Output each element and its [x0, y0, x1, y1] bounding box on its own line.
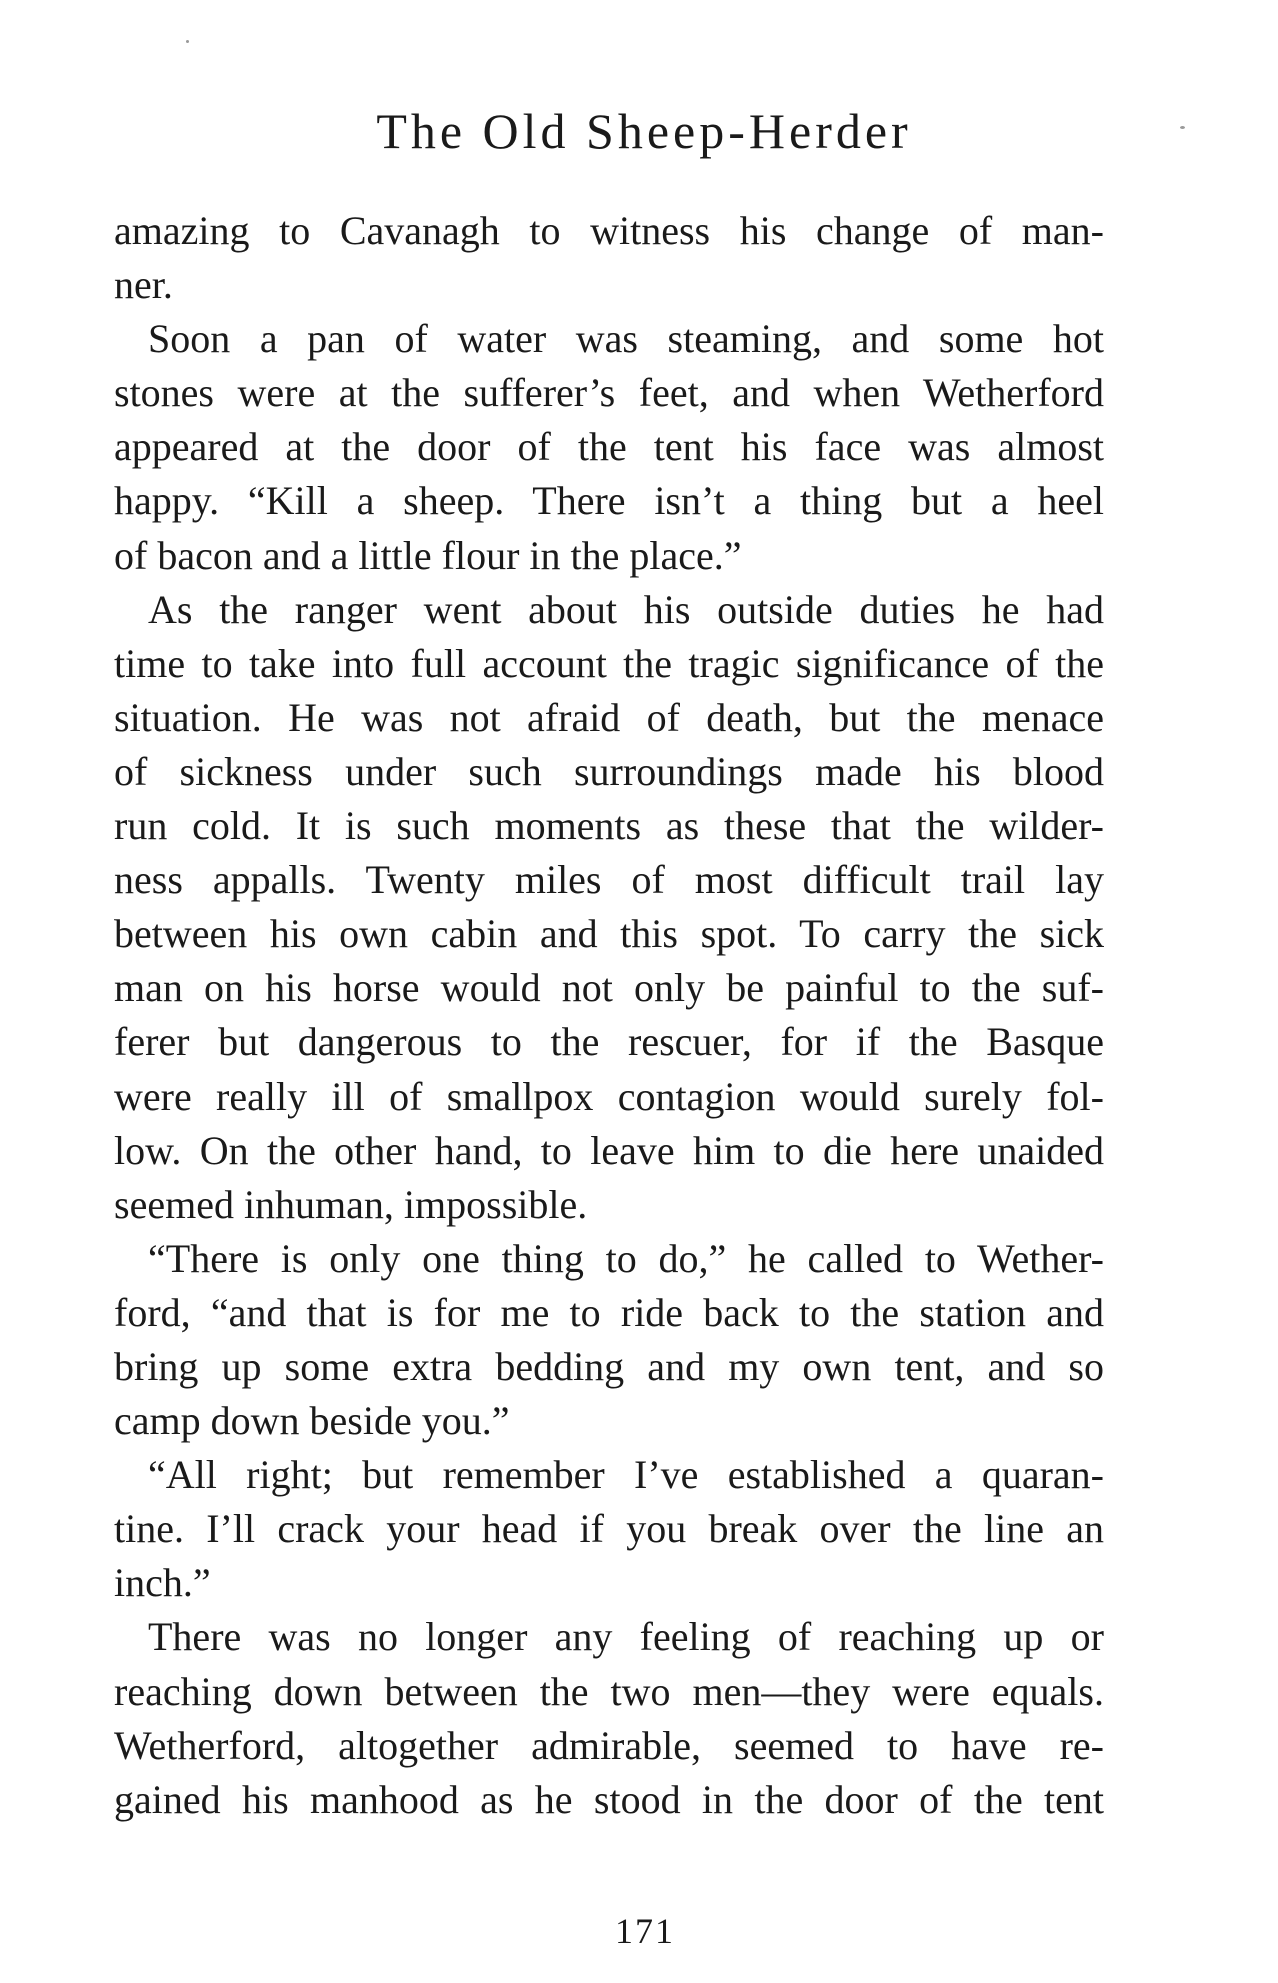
text-line: of sickness under such surroundings made his blood [114, 748, 1104, 794]
paragraph [114, 1448, 1104, 1610]
text-line: situation. He was not afraid of death, but the menace [114, 694, 1104, 740]
text-line: appeared at the door of the tent his face was almost [114, 424, 1104, 470]
text-line: gained his manhood as he stood in the door of the tent [114, 1776, 1104, 1822]
text-line: ner. [114, 262, 173, 308]
text-line: between his own cabin and this spot. To carry the sick [114, 911, 1104, 957]
body-text [114, 204, 1104, 1827]
text-line-content: As the ranger went about his outside duties he had [148, 586, 1104, 632]
text-line: were really ill of smallpox contagion would surely fol- [114, 1073, 1104, 1119]
text-line [114, 1610, 1104, 1664]
text-line: bring up some extra bedding and my own tent, and so [114, 1343, 1104, 1389]
paragraph [114, 204, 1104, 312]
text-line: ford, “and that is for me to ride back to the station and [114, 1289, 1104, 1335]
text-line: reaching down between the two men—they were equals. [114, 1668, 1104, 1714]
text-line [114, 312, 1104, 366]
text-line-content: “All right; but remember I’ve established a quaran- [148, 1452, 1104, 1498]
text-line: happy. “Kill a sheep. There isn’t a thing but a heel [114, 478, 1104, 524]
text-line: low. On the other hand, to leave him to die here unaided [114, 1127, 1104, 1173]
text-line-content: “There is only one thing to do,” he called to Wether- [148, 1235, 1104, 1281]
text-line: of bacon and a little flour in the place.” [114, 532, 742, 578]
text-line: seemed inhuman, impossible. [114, 1181, 588, 1227]
text-line [114, 583, 1104, 637]
paragraph [114, 583, 1104, 1232]
text-line: time to take into full account the tragic significance of the [114, 640, 1104, 686]
text-line: ness appalls. Twenty miles of most difficult trail lay [114, 857, 1104, 903]
text-line: man on his horse would not only be painful to the suf- [114, 965, 1104, 1011]
text-line: stones were at the sufferer’s feet, and when Wetherford [114, 370, 1104, 416]
page-number: 171 [615, 1911, 675, 1951]
text-line [114, 1448, 1104, 1502]
text-line [114, 1232, 1104, 1286]
paper-speck [186, 40, 189, 43]
paper-speck [1180, 126, 1185, 129]
running-head: The Old Sheep-Herder [376, 103, 912, 159]
text-line: ferer but dangerous to the rescuer, for if the Basque [114, 1019, 1104, 1065]
text-line-content: Soon a pan of water was steaming, and some hot [148, 316, 1104, 362]
text-line: tine. I’ll crack your head if you break over the line an [114, 1506, 1104, 1552]
text-line-content: There was no longer any feeling of reaching up or [148, 1614, 1104, 1660]
paragraph [114, 312, 1104, 582]
paragraph [114, 1232, 1104, 1448]
paragraph [114, 1610, 1104, 1826]
text-line: run cold. It is such moments as these that the wilder- [114, 803, 1104, 849]
text-line: amazing to Cavanagh to witness his change of man- [114, 208, 1104, 253]
text-line: inch.” [114, 1560, 211, 1606]
text-line: Wetherford, altogether admirable, seemed to have re- [114, 1722, 1104, 1768]
text-line: camp down beside you.” [114, 1398, 510, 1444]
